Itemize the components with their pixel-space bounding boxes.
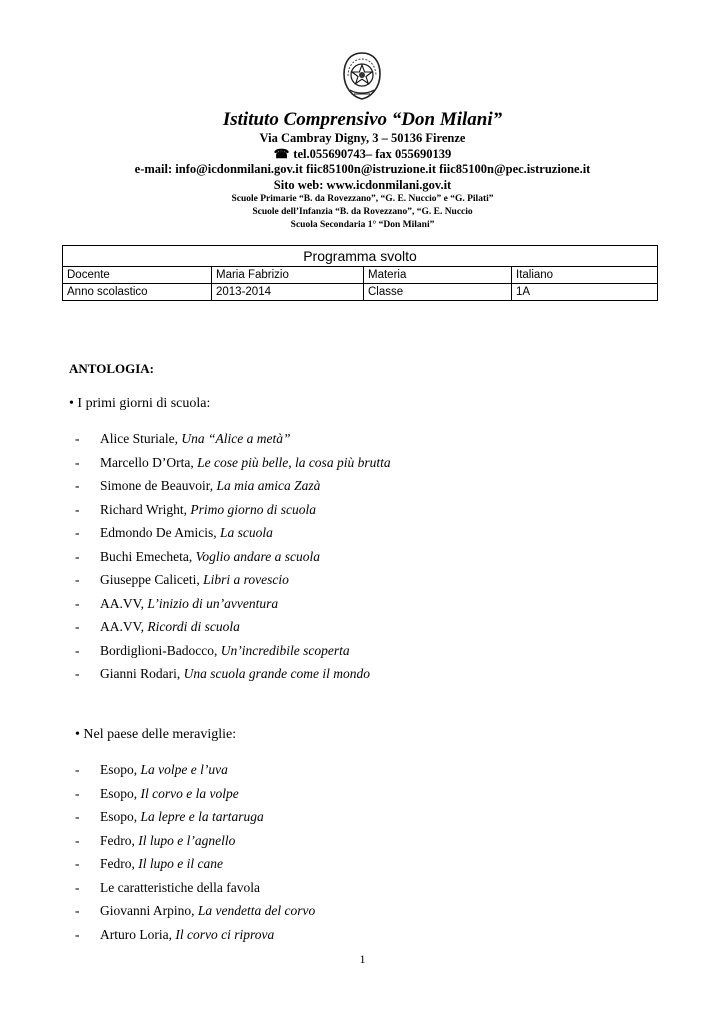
item-work-title: Le cose più belle, la cosa più brutta bbox=[197, 454, 391, 470]
page-number: 1 bbox=[359, 952, 366, 966]
item-author: Giuseppe Caliceti, bbox=[100, 572, 204, 587]
item-author: Giovanni Arpino, bbox=[100, 903, 198, 918]
list-item-text bbox=[100, 431, 290, 447]
item-work-title: Voglio andare a scuola bbox=[195, 548, 320, 564]
list-item-text bbox=[100, 833, 235, 849]
list-bullet: - bbox=[75, 525, 80, 540]
item-author: Richard Wright, bbox=[100, 501, 191, 517]
list-bullet: - bbox=[75, 548, 80, 564]
table-row bbox=[63, 267, 658, 284]
item-author: Le caratteristiche della favola bbox=[100, 879, 261, 895]
item-work-title: Libri a rovescio bbox=[203, 572, 289, 587]
telephone-icon: ☎ bbox=[273, 146, 290, 161]
list-item-text bbox=[100, 880, 260, 896]
list-bullet: - bbox=[75, 926, 80, 942]
institute-phone bbox=[0, 147, 725, 163]
list-bullet: - bbox=[75, 903, 80, 918]
list-bullet: - bbox=[75, 595, 80, 611]
list-item-text bbox=[100, 809, 264, 825]
list-bullet: - bbox=[75, 879, 80, 895]
item-work-title: Il corvo ci riprova bbox=[175, 926, 275, 942]
list-bullet: - bbox=[75, 478, 80, 493]
list-item-text bbox=[100, 666, 370, 682]
list-bullet: - bbox=[75, 809, 80, 824]
group-heading: • Nel paese delle meraviglie: bbox=[75, 727, 237, 742]
item-author: Esopo, bbox=[100, 762, 141, 777]
table-cell: Maria Fabrizio bbox=[212, 267, 364, 284]
item-work-title: La lepre e la tartaruga bbox=[140, 809, 264, 824]
list-item-text bbox=[100, 455, 391, 471]
item-author: Simone de Beauvoir, bbox=[100, 478, 217, 493]
item-work-title: La vendetta del corvo bbox=[197, 903, 316, 918]
list-item-text bbox=[100, 856, 223, 872]
list-bullet: - bbox=[75, 642, 80, 658]
item-work-title: Il lupo e il cane bbox=[138, 856, 223, 871]
item-author: Fedro, bbox=[100, 832, 139, 848]
item-work-title: Il corvo e la volpe bbox=[140, 785, 239, 801]
item-author: Esopo, bbox=[100, 809, 141, 824]
item-work-title: Un’incredibile scoperta bbox=[220, 642, 350, 658]
list-bullet: - bbox=[75, 454, 80, 470]
item-author: Alice Sturiale, bbox=[100, 431, 182, 446]
list-item-text bbox=[100, 927, 274, 943]
list-item-text bbox=[100, 596, 278, 612]
list-item-text bbox=[100, 525, 273, 541]
item-work-title: La scuola bbox=[220, 525, 273, 540]
institute-name: Istituto Comprensivo “Don Milani” bbox=[222, 109, 503, 130]
list-item-text bbox=[100, 643, 350, 659]
item-work-title: Una “Alice a metà” bbox=[181, 431, 291, 446]
item-author: AA.VV, bbox=[100, 595, 148, 611]
list-bullet: - bbox=[75, 431, 80, 446]
table-row bbox=[63, 284, 658, 301]
list-bullet: - bbox=[75, 762, 80, 777]
item-author: AA.VV, bbox=[100, 619, 148, 634]
list-item-text bbox=[100, 786, 239, 802]
table-cell: 1A bbox=[512, 284, 658, 301]
list-bullet: - bbox=[75, 572, 80, 587]
list-item-text bbox=[100, 572, 289, 588]
item-author: Fedro, bbox=[100, 856, 139, 871]
list-item-text bbox=[100, 619, 240, 635]
list-bullet: - bbox=[75, 832, 80, 848]
item-author: Esopo, bbox=[100, 785, 141, 801]
item-author: Arturo Loria, bbox=[100, 926, 176, 942]
list-bullet: - bbox=[75, 501, 80, 517]
group-heading: • I primi giorni di scuola: bbox=[69, 396, 211, 411]
item-work-title: L’inizio di un’avventura bbox=[147, 595, 279, 611]
item-work-title: Una scuola grande come il mondo bbox=[183, 666, 370, 681]
list-bullet: - bbox=[75, 666, 80, 681]
item-author: Buchi Emecheta, bbox=[100, 548, 196, 564]
schools-line-1: Scuole Primarie “B. da Rovezzano”, “G. E. Nuccio” e “G. Pilati” bbox=[231, 194, 494, 204]
table-cell: Classe bbox=[364, 284, 512, 301]
table-title: Programma svolto bbox=[63, 246, 658, 267]
item-work-title: Ricordi di scuola bbox=[147, 619, 240, 634]
table-cell: Anno scolastico bbox=[63, 284, 212, 301]
list-item-text bbox=[100, 903, 315, 919]
schools-line-2: Scuole dell’Infanzia “B. da Rovezzano”, “G. E. Nuccio bbox=[252, 207, 473, 217]
table-cell: Docente bbox=[63, 267, 212, 284]
list-bullet: - bbox=[75, 785, 80, 801]
institute-email: e-mail: info@icdonmilani.gov.it fiic85100n@istruzione.it fiic85100n@pec.istruzione.it bbox=[134, 162, 591, 176]
schools-line-3: Scuola Secondaria 1° “Don Milani” bbox=[290, 220, 435, 230]
list-item-text bbox=[100, 502, 316, 518]
item-author: Edmondo De Amicis, bbox=[100, 525, 220, 540]
phone-text: tel.055690743– fax 055690139 bbox=[293, 146, 452, 161]
list-item-text bbox=[100, 762, 228, 778]
section-title: ANTOLOGIA: bbox=[69, 361, 154, 376]
table-cell: 2013-2014 bbox=[212, 284, 364, 301]
list-bullet: - bbox=[75, 619, 80, 634]
table-cell: Italiano bbox=[512, 267, 658, 284]
list-item-text bbox=[100, 478, 320, 494]
item-work-title: Primo giorno di scuola bbox=[190, 501, 316, 517]
list-item-text bbox=[100, 549, 320, 565]
item-author: Bordiglioni-Badocco, bbox=[100, 642, 221, 658]
program-info-table bbox=[62, 245, 658, 301]
item-work-title: La volpe e l’uva bbox=[140, 762, 228, 777]
table-cell: Materia bbox=[364, 267, 512, 284]
institute-address: Via Cambray Digny, 3 – 50136 Firenze bbox=[259, 131, 466, 145]
item-work-title: Il lupo e l’agnello bbox=[138, 832, 236, 848]
institute-website: Sito web: www.icdonmilani.gov.it bbox=[273, 177, 452, 192]
list-bullet: - bbox=[75, 856, 80, 871]
institute-header bbox=[0, 108, 725, 232]
item-author: Gianni Rodari, bbox=[100, 666, 184, 681]
item-author: Marcello D’Orta, bbox=[100, 454, 198, 470]
italian-republic-emblem-icon bbox=[340, 50, 384, 102]
item-work-title: La mia amica Zazà bbox=[216, 478, 321, 493]
